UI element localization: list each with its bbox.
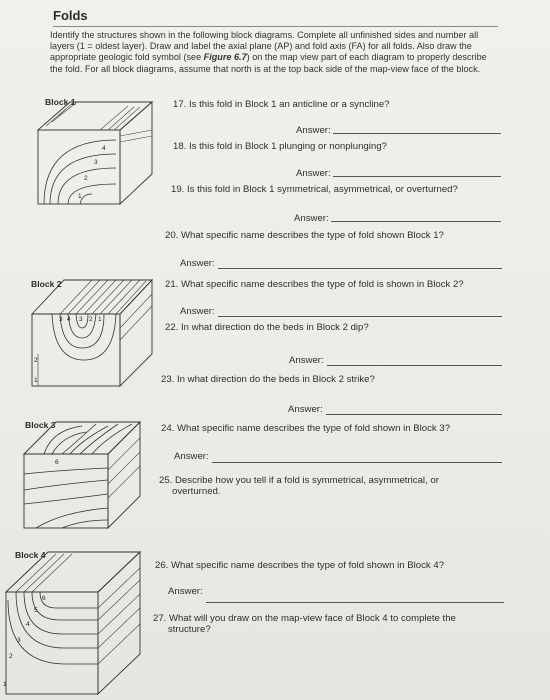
block-2-diagram [30,278,160,390]
instructions-text-1: Identify the structures shown in the following block diagrams. Complete all unfinished sides and number all layers (1 = oldest layer). Draw and label the axial plane (AP) and fold axis (FA) for all folds. Also draw the appropriate geologic fold symbol (see [50,30,479,63]
block-1-layer-2: 2 [84,175,88,182]
question-25-line-2: overturned. [172,486,221,497]
block-2-top-layer-2: 2 [89,316,93,323]
block-2-top-layer-3b: 3 [79,316,83,323]
block-1-diagram [30,100,160,210]
instructions-paragraph [50,30,498,75]
answer-18-line[interactable] [333,176,501,177]
answer-20-label: Answer: [180,258,215,269]
answer-26-label: Answer: [168,586,203,597]
block-4-layer-3: 3 [17,637,21,644]
block-4-diagram [4,550,154,696]
block-2-side-layer-2: 2 [34,357,38,364]
question-20: 20. What specific name describes the type of fold shown Block 1? [165,230,444,241]
block-4-layer-5: 5 [34,607,38,614]
question-19: 19. Is this fold in Block 1 symmetrical, asymmetrical, or overturned? [171,184,458,195]
block-2-side-layer-1: 1 [34,377,38,384]
block-3-layer-6: 6 [55,459,59,466]
answer-17-line[interactable] [333,133,501,134]
block-1-layer-4: 4 [102,145,106,152]
block-2-top-layer-3a: 3 [59,316,63,323]
question-21: 21. What specific name describes the type of fold is shown in Block 2? [165,279,464,290]
answer-19-line[interactable] [331,221,501,222]
block-2-top-layer-1: 1 [98,316,102,323]
question-27-line-2: structure? [168,624,211,635]
question-22: 22. In what direction do the beds in Block 2 dip? [165,322,369,333]
answer-24-line[interactable] [212,462,502,463]
instructions-text-2: ) on the map view part of each diagram to properly describe the fold. For all block diagrams, assume that north is at the top back side of the map-view face of the block. [50,52,487,74]
page-title: Folds [53,8,88,23]
answer-18-label: Answer: [296,168,331,179]
question-25-line-1: 25. Describe how you tell if a fold is symmetrical, asymmetrical, or [159,475,439,486]
block-3-diagram [22,420,152,532]
block-4-layer-4: 4 [26,621,30,628]
answer-26-line[interactable] [206,602,504,603]
question-17: 17. Is this fold in Block 1 an anticline or a syncline? [173,99,390,110]
figure-reference: Figure 6.7 [203,52,247,63]
answer-21-label: Answer: [180,306,215,317]
answer-17-label: Answer: [296,125,331,136]
question-26: 26. What specific name describes the type of fold shown in Block 4? [155,560,445,571]
block-1-label: Block 1 [45,97,76,107]
block-4-layer-6: 6 [42,595,46,602]
block-1-layer-3: 3 [94,159,98,166]
answer-21-line[interactable] [218,316,502,317]
answer-22-label: Answer: [289,355,324,366]
block-1-layer-1: 1 [78,193,82,200]
answer-23-label: Answer: [288,404,323,415]
answer-24-label: Answer: [174,451,209,462]
question-18: 18. Is this fold in Block 1 plunging or nonplunging? [173,141,387,152]
block-4-layer-1: 1 [3,681,7,688]
question-24: 24. What specific name describes the type of fold shown in Block 3? [161,423,451,434]
block-3-label: Block 3 [25,420,56,430]
block-4-label: Block 4 [15,550,46,560]
question-23: 23. In what direction do the beds in Block 2 strike? [161,374,375,385]
block-4-layer-2: 2 [9,653,13,660]
answer-19-label: Answer: [294,213,329,224]
question-27-line-1: 27. What will you draw on the map-view face of Block 4 to complete the [153,613,456,624]
block-2-top-layer-4: 4 [67,316,71,323]
answer-20-line[interactable] [218,268,502,269]
title-divider [53,26,498,27]
block-2-label: Block 2 [31,279,62,289]
answer-22-line[interactable] [327,365,502,366]
answer-23-line[interactable] [326,414,502,415]
